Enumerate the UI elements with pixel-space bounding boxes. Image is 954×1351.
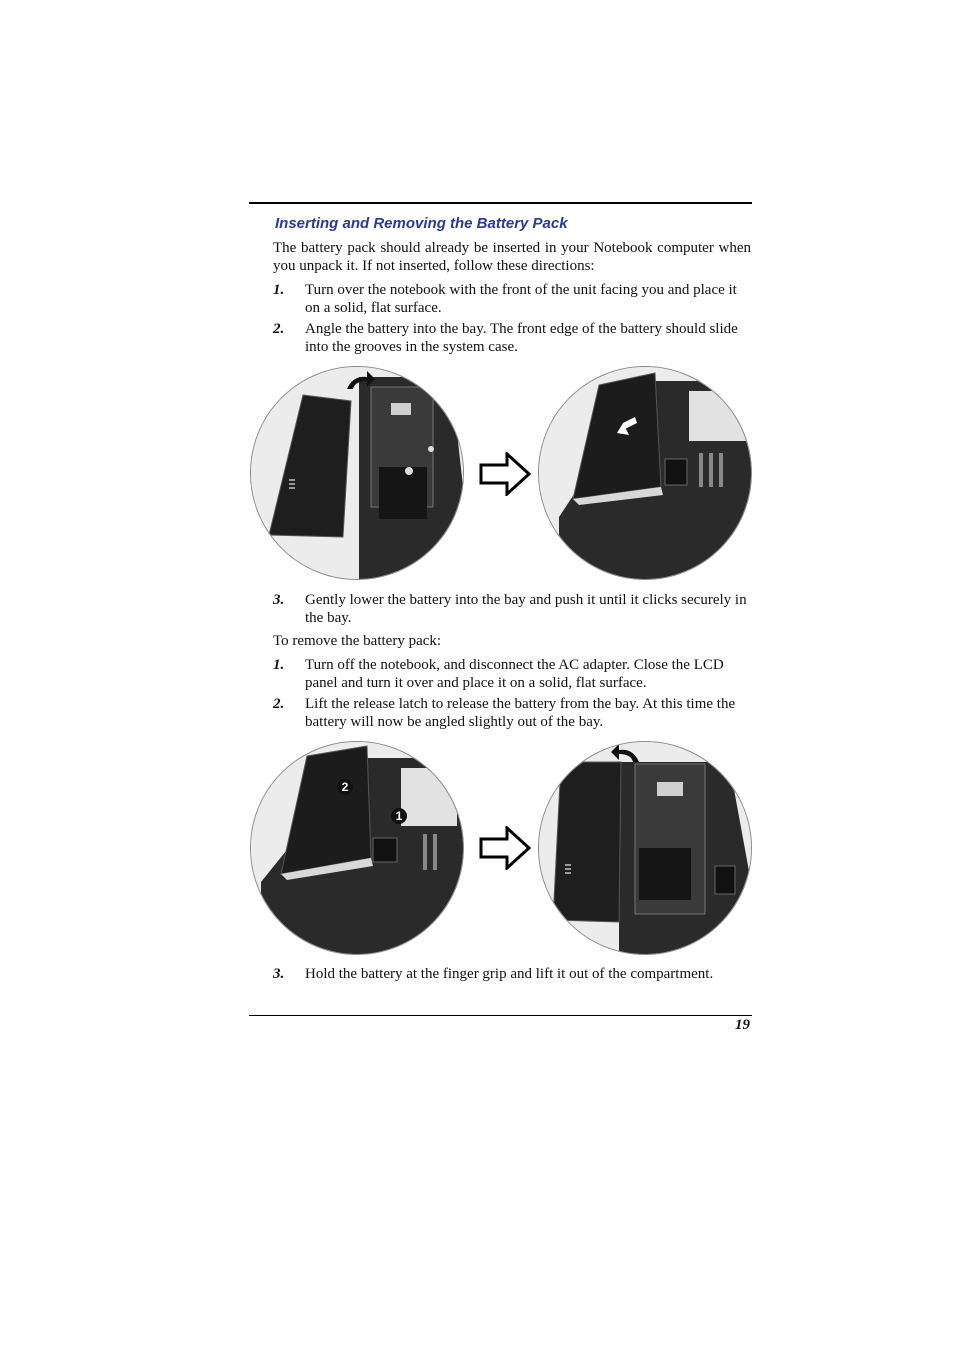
battery-remove-illustration-a <box>250 741 464 955</box>
step-text: Angle the battery into the bay. The front edge of the battery should slide into the grooves in the system case. <box>305 321 738 355</box>
step-text: Gently lower the battery into the bay and push it until it clicks securely in the bay. <box>305 592 747 626</box>
intro-paragraph: The battery pack should already be inserted in your Notebook computer when you unpack it. If not inserted, follow these directions: <box>273 240 751 274</box>
step-text: Turn over the notebook with the front of the unit facing you and place it on a solid, flat surface. <box>305 282 737 316</box>
battery-insert-illustration-a <box>250 366 464 580</box>
step-number: 1. <box>273 657 285 673</box>
right-outline-arrow-icon <box>479 452 531 496</box>
section-title: Inserting and Removing the Battery Pack <box>275 215 568 232</box>
footer-rule <box>249 1015 752 1016</box>
right-outline-arrow-icon <box>479 826 531 870</box>
step-number: 2. <box>273 696 285 712</box>
callout-1: 1 <box>391 808 407 824</box>
callout-2: 2 <box>337 779 353 795</box>
header-rule <box>249 202 752 204</box>
battery-remove-illustration-b <box>538 741 752 955</box>
step-text: Lift the release latch to release the battery from the bay. At this time the battery will now be angled slightly out of the bay. <box>305 696 736 730</box>
battery-insert-illustration-b <box>538 366 752 580</box>
page-number: 19 <box>735 1017 750 1033</box>
step-number: 3. <box>273 592 285 608</box>
step-number: 1. <box>273 282 285 298</box>
step-number: 2. <box>273 321 285 337</box>
remove-intro: To remove the battery pack: <box>273 633 442 649</box>
step-text: Turn off the notebook, and disconnect the AC adapter. Close the LCD panel and turn it over and place it on a solid, flat surface. <box>305 657 724 691</box>
step-number: 3. <box>273 966 285 982</box>
step-text: Hold the battery at the finger grip and lift it out of the compartment. <box>305 966 714 982</box>
